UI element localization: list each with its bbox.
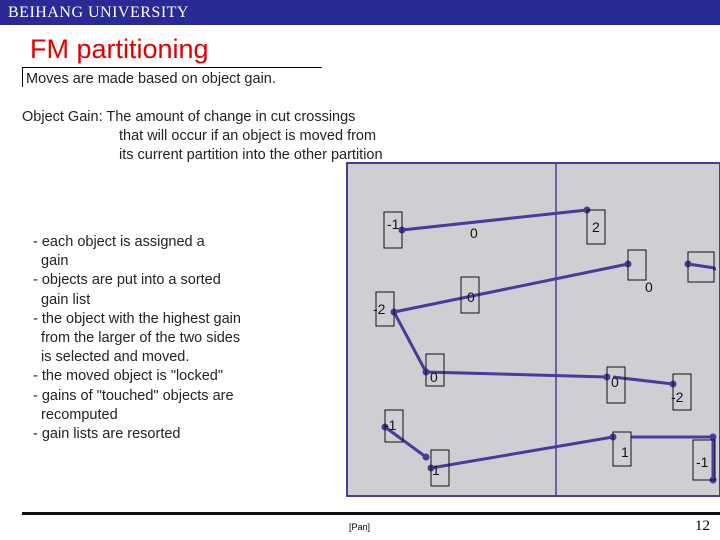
gain-label: 0 xyxy=(430,369,438,385)
bullet-line: - the object with the highest gain xyxy=(33,310,241,327)
gain-label: 0 xyxy=(470,225,478,241)
gain-label: 2 xyxy=(592,219,600,235)
footer-source-tag: [Pan] xyxy=(349,522,371,532)
bullet-line: - gain lists are resorted xyxy=(33,426,181,443)
gain-label: 0 xyxy=(611,374,619,390)
gain-label: -2 xyxy=(671,389,684,405)
slide-subtitle: Moves are made based on object gain. xyxy=(26,71,276,87)
definition-line-1: Object Gain: The amount of change in cut crossings xyxy=(22,109,356,125)
gain-label: -1 xyxy=(696,454,709,470)
pin xyxy=(710,434,717,441)
bullet-line: is selected and moved. xyxy=(33,349,190,366)
partition-diagram xyxy=(346,162,720,498)
footer-rule xyxy=(22,512,720,515)
definition-line-2: that will occur if an object is moved from xyxy=(119,128,377,144)
bullet-line: - gains of "touched" objects are xyxy=(33,387,234,404)
bullet-line: from the larger of the two sides xyxy=(33,330,241,347)
bullet-line: recomputed xyxy=(33,406,118,423)
gain-label: -2 xyxy=(373,301,386,317)
title-underline xyxy=(22,67,322,68)
university-name: BEIHANG UNIVERSITY xyxy=(8,4,189,21)
title-bracket xyxy=(22,67,23,87)
bullet-line: - the moved object is "locked" xyxy=(33,368,224,385)
gain-label: 0 xyxy=(467,289,475,305)
bullet-line: - each object is assigned a xyxy=(33,234,205,250)
bullet-line: - objects are put into a sorted xyxy=(33,272,221,289)
gain-label: 1 xyxy=(621,444,629,460)
bullet-line: gain xyxy=(33,253,69,270)
slide-title: FM partitioning xyxy=(30,34,209,64)
header-banner xyxy=(0,0,720,25)
gain-label: 0 xyxy=(645,279,653,295)
gain-label: -1 xyxy=(384,417,397,433)
definition-line-3: its current partition into the other partition xyxy=(119,147,383,163)
page-number: 12 xyxy=(695,518,710,534)
pin xyxy=(423,454,430,461)
gain-label: 1 xyxy=(432,462,440,478)
bullet-line: gain list xyxy=(33,291,91,308)
gain-label: -1 xyxy=(387,216,400,232)
bullet-list xyxy=(33,233,241,444)
